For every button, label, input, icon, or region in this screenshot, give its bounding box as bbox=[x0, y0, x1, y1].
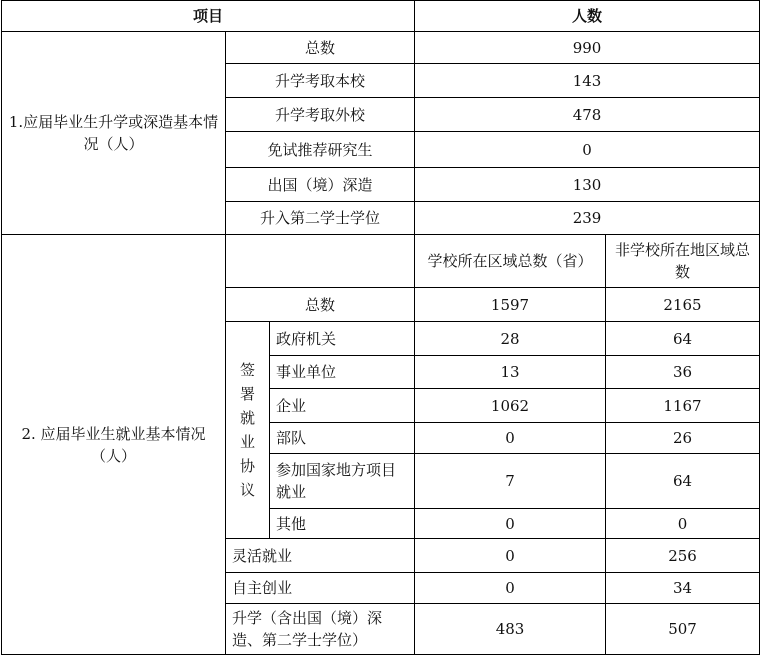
row-label: 总数 bbox=[226, 32, 415, 64]
row-value-other: 1167 bbox=[606, 389, 760, 423]
row-value-local: 0 bbox=[415, 423, 606, 454]
agreement-char: 议 bbox=[239, 481, 255, 499]
row-value-other: 256 bbox=[606, 539, 760, 573]
row-label: 自主创业 bbox=[226, 573, 415, 604]
row-value-other: 26 bbox=[606, 423, 760, 454]
row-label: 升学考取本校 bbox=[226, 64, 415, 98]
agreement-char: 签 bbox=[239, 361, 255, 379]
row-label: 升学（含出国（境）深造、第二学士学位） bbox=[226, 604, 415, 655]
row-value-local: 1597 bbox=[415, 288, 606, 322]
row-label: 事业单位 bbox=[270, 356, 415, 389]
row-value-local: 13 bbox=[415, 356, 606, 389]
employment-table bbox=[1, 0, 760, 655]
row-value-local: 0 bbox=[415, 573, 606, 604]
row-value: 990 bbox=[415, 32, 760, 64]
row-value-local: 1062 bbox=[415, 389, 606, 423]
row-value: 478 bbox=[415, 98, 760, 132]
row-value-other: 2165 bbox=[606, 288, 760, 322]
section1-title: 1.应届毕业生升学或深造基本情况（人） bbox=[2, 32, 226, 235]
row-label: 灵活就业 bbox=[226, 539, 415, 573]
section2-header-row bbox=[2, 235, 760, 288]
row-label: 升入第二学士学位 bbox=[226, 202, 415, 235]
header-count: 人数 bbox=[415, 1, 760, 32]
row-label: 免试推荐研究生 bbox=[226, 132, 415, 168]
row-label: 企业 bbox=[270, 389, 415, 423]
row-value-other: 64 bbox=[606, 454, 760, 509]
col-other-header: 非学校所在地区域总数 bbox=[606, 235, 760, 288]
row-value-other: 0 bbox=[606, 509, 760, 539]
header-item: 项目 bbox=[2, 1, 415, 32]
row-value: 239 bbox=[415, 202, 760, 235]
row-value-other: 34 bbox=[606, 573, 760, 604]
row-label: 参加国家地方项目就业 bbox=[270, 454, 415, 509]
row-label: 部队 bbox=[270, 423, 415, 454]
row-label: 政府机关 bbox=[270, 322, 415, 356]
row-value-local: 28 bbox=[415, 322, 606, 356]
agreement-char: 协 bbox=[239, 457, 255, 475]
header-row bbox=[2, 1, 760, 32]
row-value-other: 64 bbox=[606, 322, 760, 356]
table-row bbox=[2, 32, 760, 64]
col-local-header: 学校所在区域总数（省） bbox=[415, 235, 606, 288]
row-label: 总数 bbox=[226, 288, 415, 322]
row-value-other: 507 bbox=[606, 604, 760, 655]
row-label: 升学考取外校 bbox=[226, 98, 415, 132]
row-value-local: 7 bbox=[415, 454, 606, 509]
row-value-local: 0 bbox=[415, 509, 606, 539]
row-value: 130 bbox=[415, 168, 760, 202]
row-value-local: 483 bbox=[415, 604, 606, 655]
row-label: 其他 bbox=[270, 509, 415, 539]
row-label: 出国（境）深造 bbox=[226, 168, 415, 202]
agreement-vertical-label bbox=[226, 322, 270, 539]
section2-title: 2. 应届毕业生就业基本情况（人） bbox=[2, 235, 226, 655]
row-value-local: 0 bbox=[415, 539, 606, 573]
agreement-char: 就 bbox=[239, 409, 255, 427]
row-value: 143 bbox=[415, 64, 760, 98]
agreement-char: 署 bbox=[239, 385, 255, 403]
row-value: 0 bbox=[415, 132, 760, 168]
blank-cell bbox=[226, 235, 415, 288]
row-value-other: 36 bbox=[606, 356, 760, 389]
agreement-char: 业 bbox=[239, 433, 255, 451]
